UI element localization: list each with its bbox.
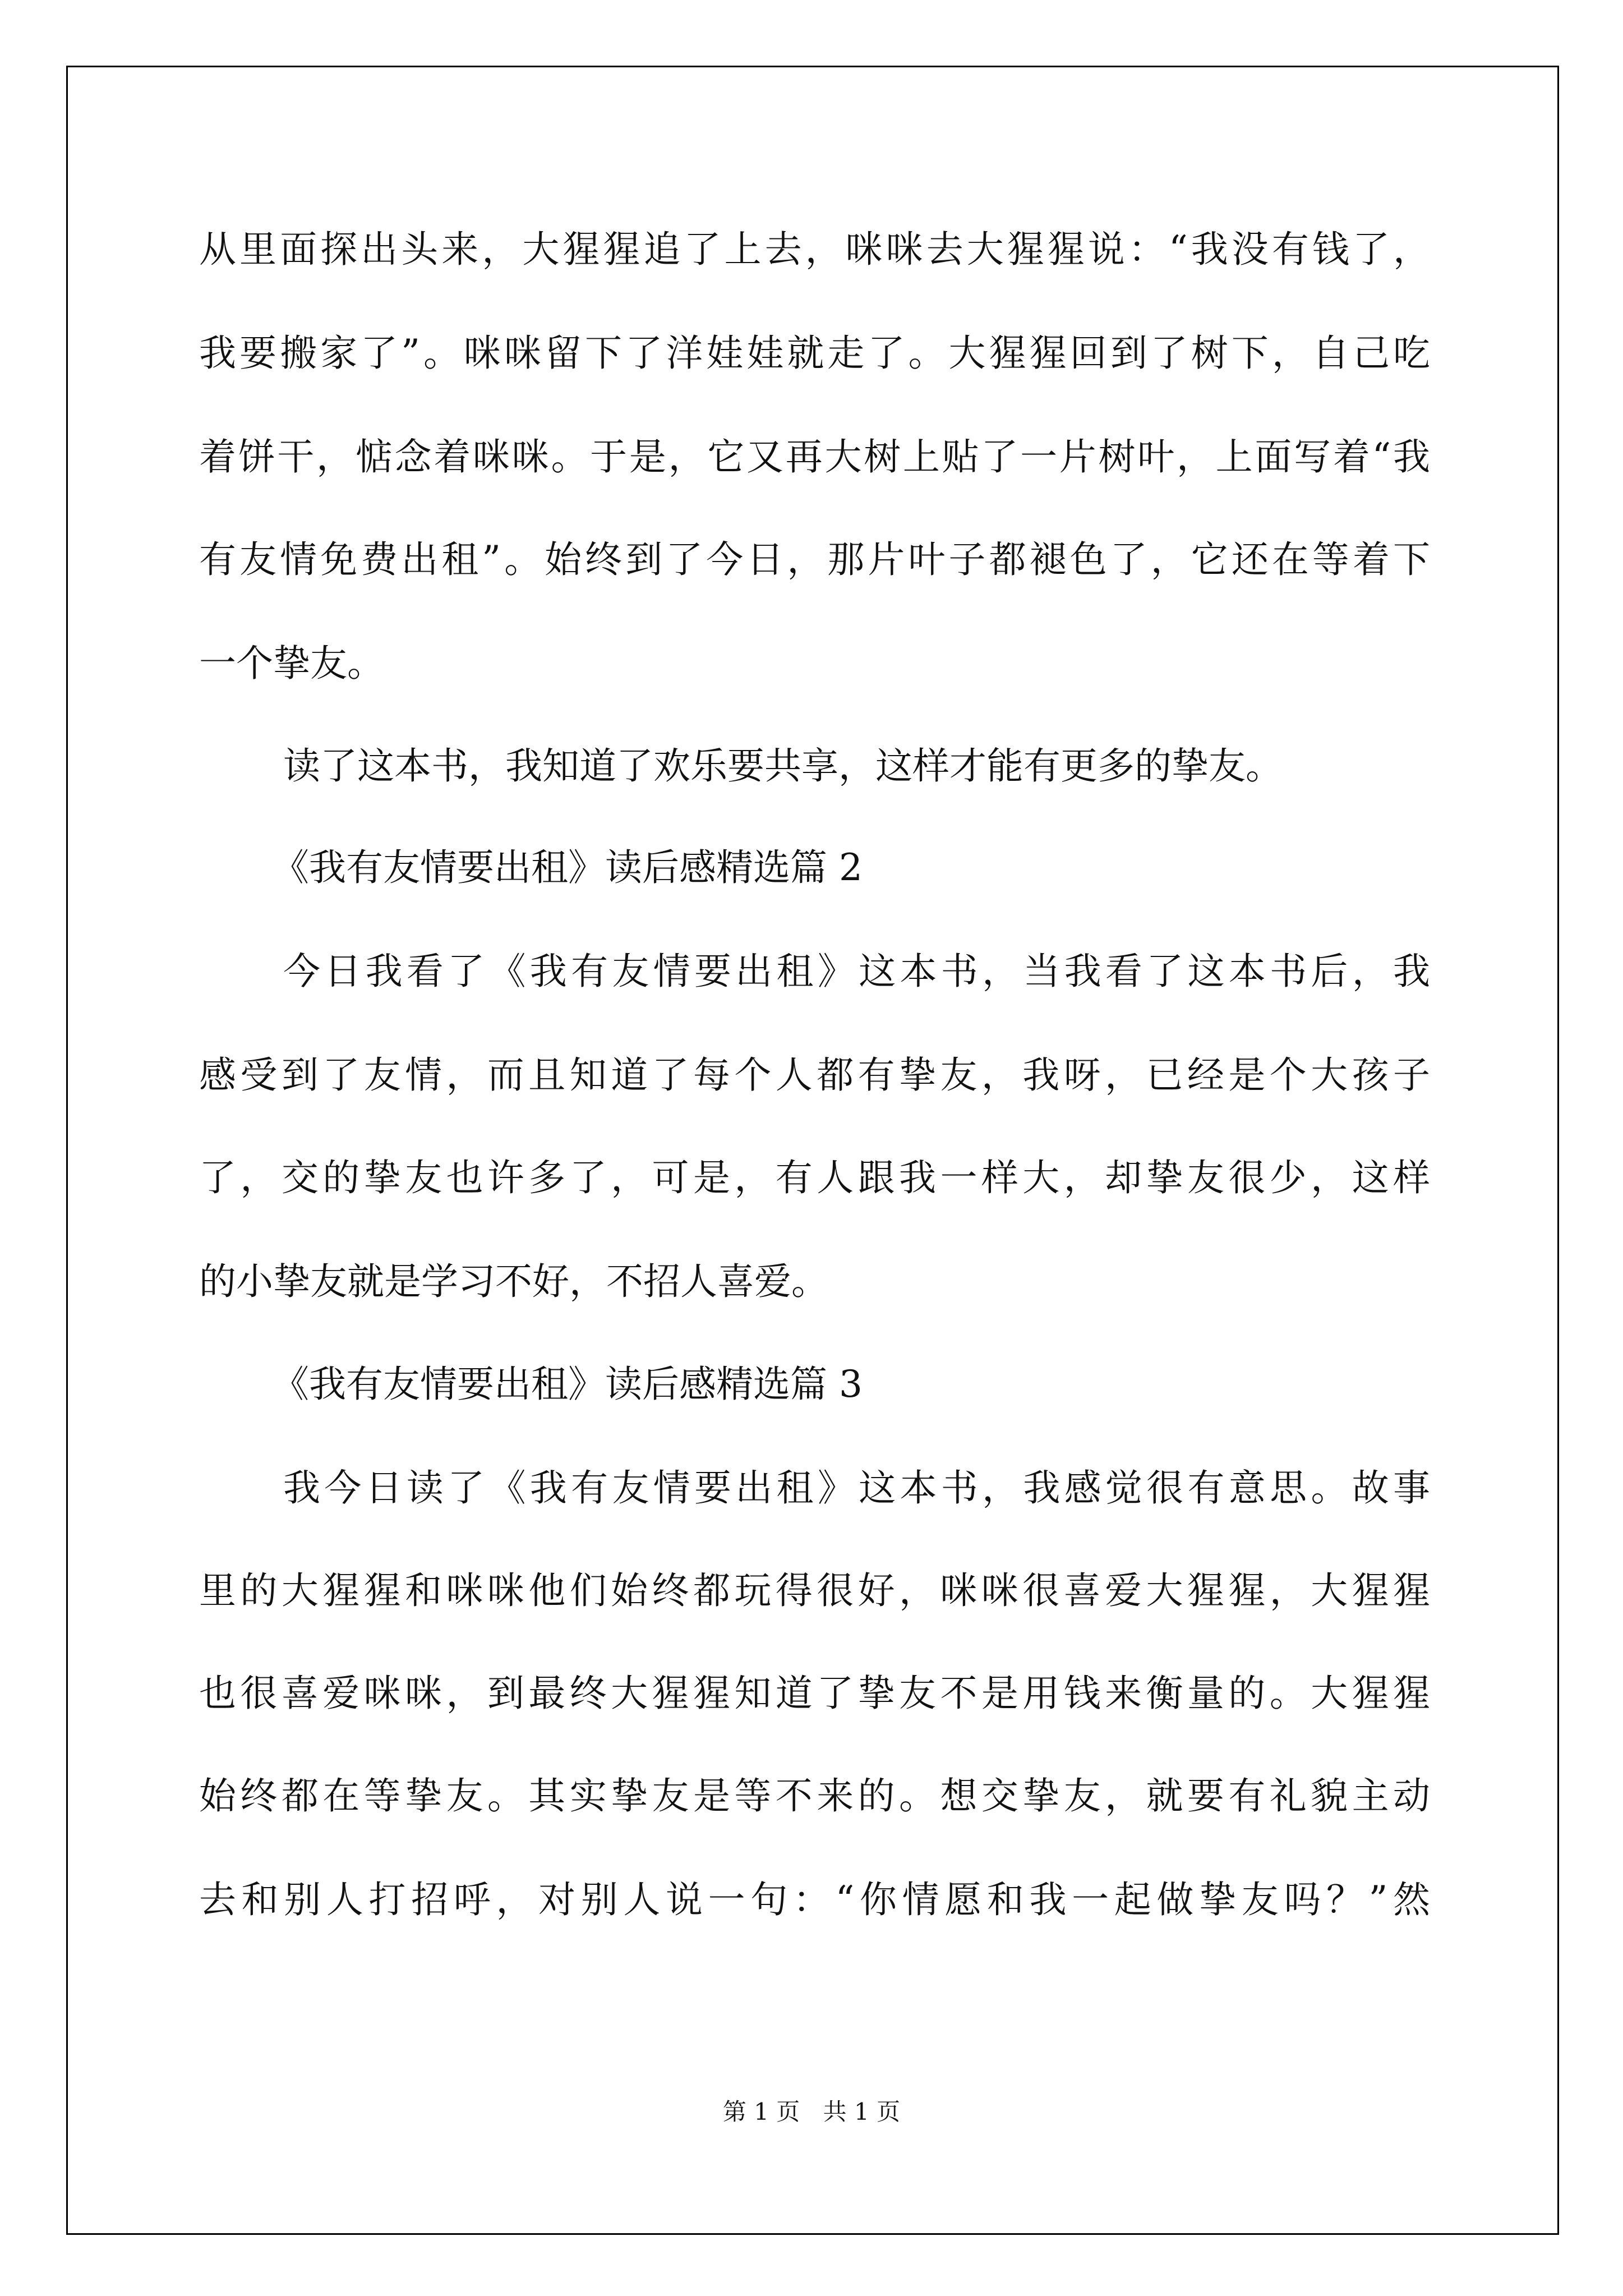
text-line: 里的大猩猩和咪咪他们始终都玩得很好，咪咪很喜爱大猩猩，大猩猩 — [199, 1569, 1430, 1612]
text-line: 也很喜爱咪咪，到最终大猩猩知道了挚友不是用钱来衡量的。大猩猩 — [199, 1672, 1430, 1715]
text-line: 我要搬家了”。咪咪留下了洋娃娃就走了。大猩猩回到了树下，自己吃 — [199, 332, 1430, 375]
page-number: 第 1 页 — [722, 2098, 800, 2125]
page-total: 共 1 页 — [823, 2098, 901, 2125]
page-footer — [0, 2095, 1623, 2129]
paragraph-line: 我今日读了《我有友情要出租》这本书，我感觉很有意思。故事 — [283, 1466, 1430, 1510]
text-line: 始终都在等挚友。其实挚友是等不来的。想交挚友，就要有礼貌主动 — [199, 1774, 1430, 1818]
text-line: 从里面探出头来，大猩猩追了上去，咪咪去大猩猩说：“我没有钱了， — [199, 228, 1430, 271]
section-heading: 《我有友情要出租》读后感精选篇 2 — [272, 846, 863, 889]
section-heading: 《我有友情要出租》读后感精选篇 3 — [272, 1363, 863, 1406]
text-line: 一个挚友。 — [199, 642, 384, 685]
text-line: 感受到了友情，而且知道了每个人都有挚友，我呀，已经是个大孩子 — [199, 1053, 1430, 1097]
text-line: 去和别人打招呼，对别人说一句：“你情愿和我一起做挚友吗？”然 — [199, 1878, 1430, 1921]
text-line: 了，交的挚友也许多了，可是，有人跟我一样大，却挚友很少，这样 — [199, 1156, 1430, 1199]
text-line: 有友情免费出租”。始终到了今日，那片叶子都褪色了，它还在等着下 — [199, 538, 1430, 581]
paragraph-line: 今日我看了《我有友情要出租》这本书，当我看了这本书后，我 — [283, 950, 1430, 993]
text-line: 的小挚友就是学习不好，不招人喜爱。 — [199, 1260, 828, 1303]
text-line: 着饼干，惦念着咪咪。于是，它又再大树上贴了一片树叶，上面写着“我 — [199, 435, 1430, 478]
paragraph-line: 读了这本书，我知道了欢乐要共享，这样才能有更多的挚友。 — [283, 744, 1283, 788]
